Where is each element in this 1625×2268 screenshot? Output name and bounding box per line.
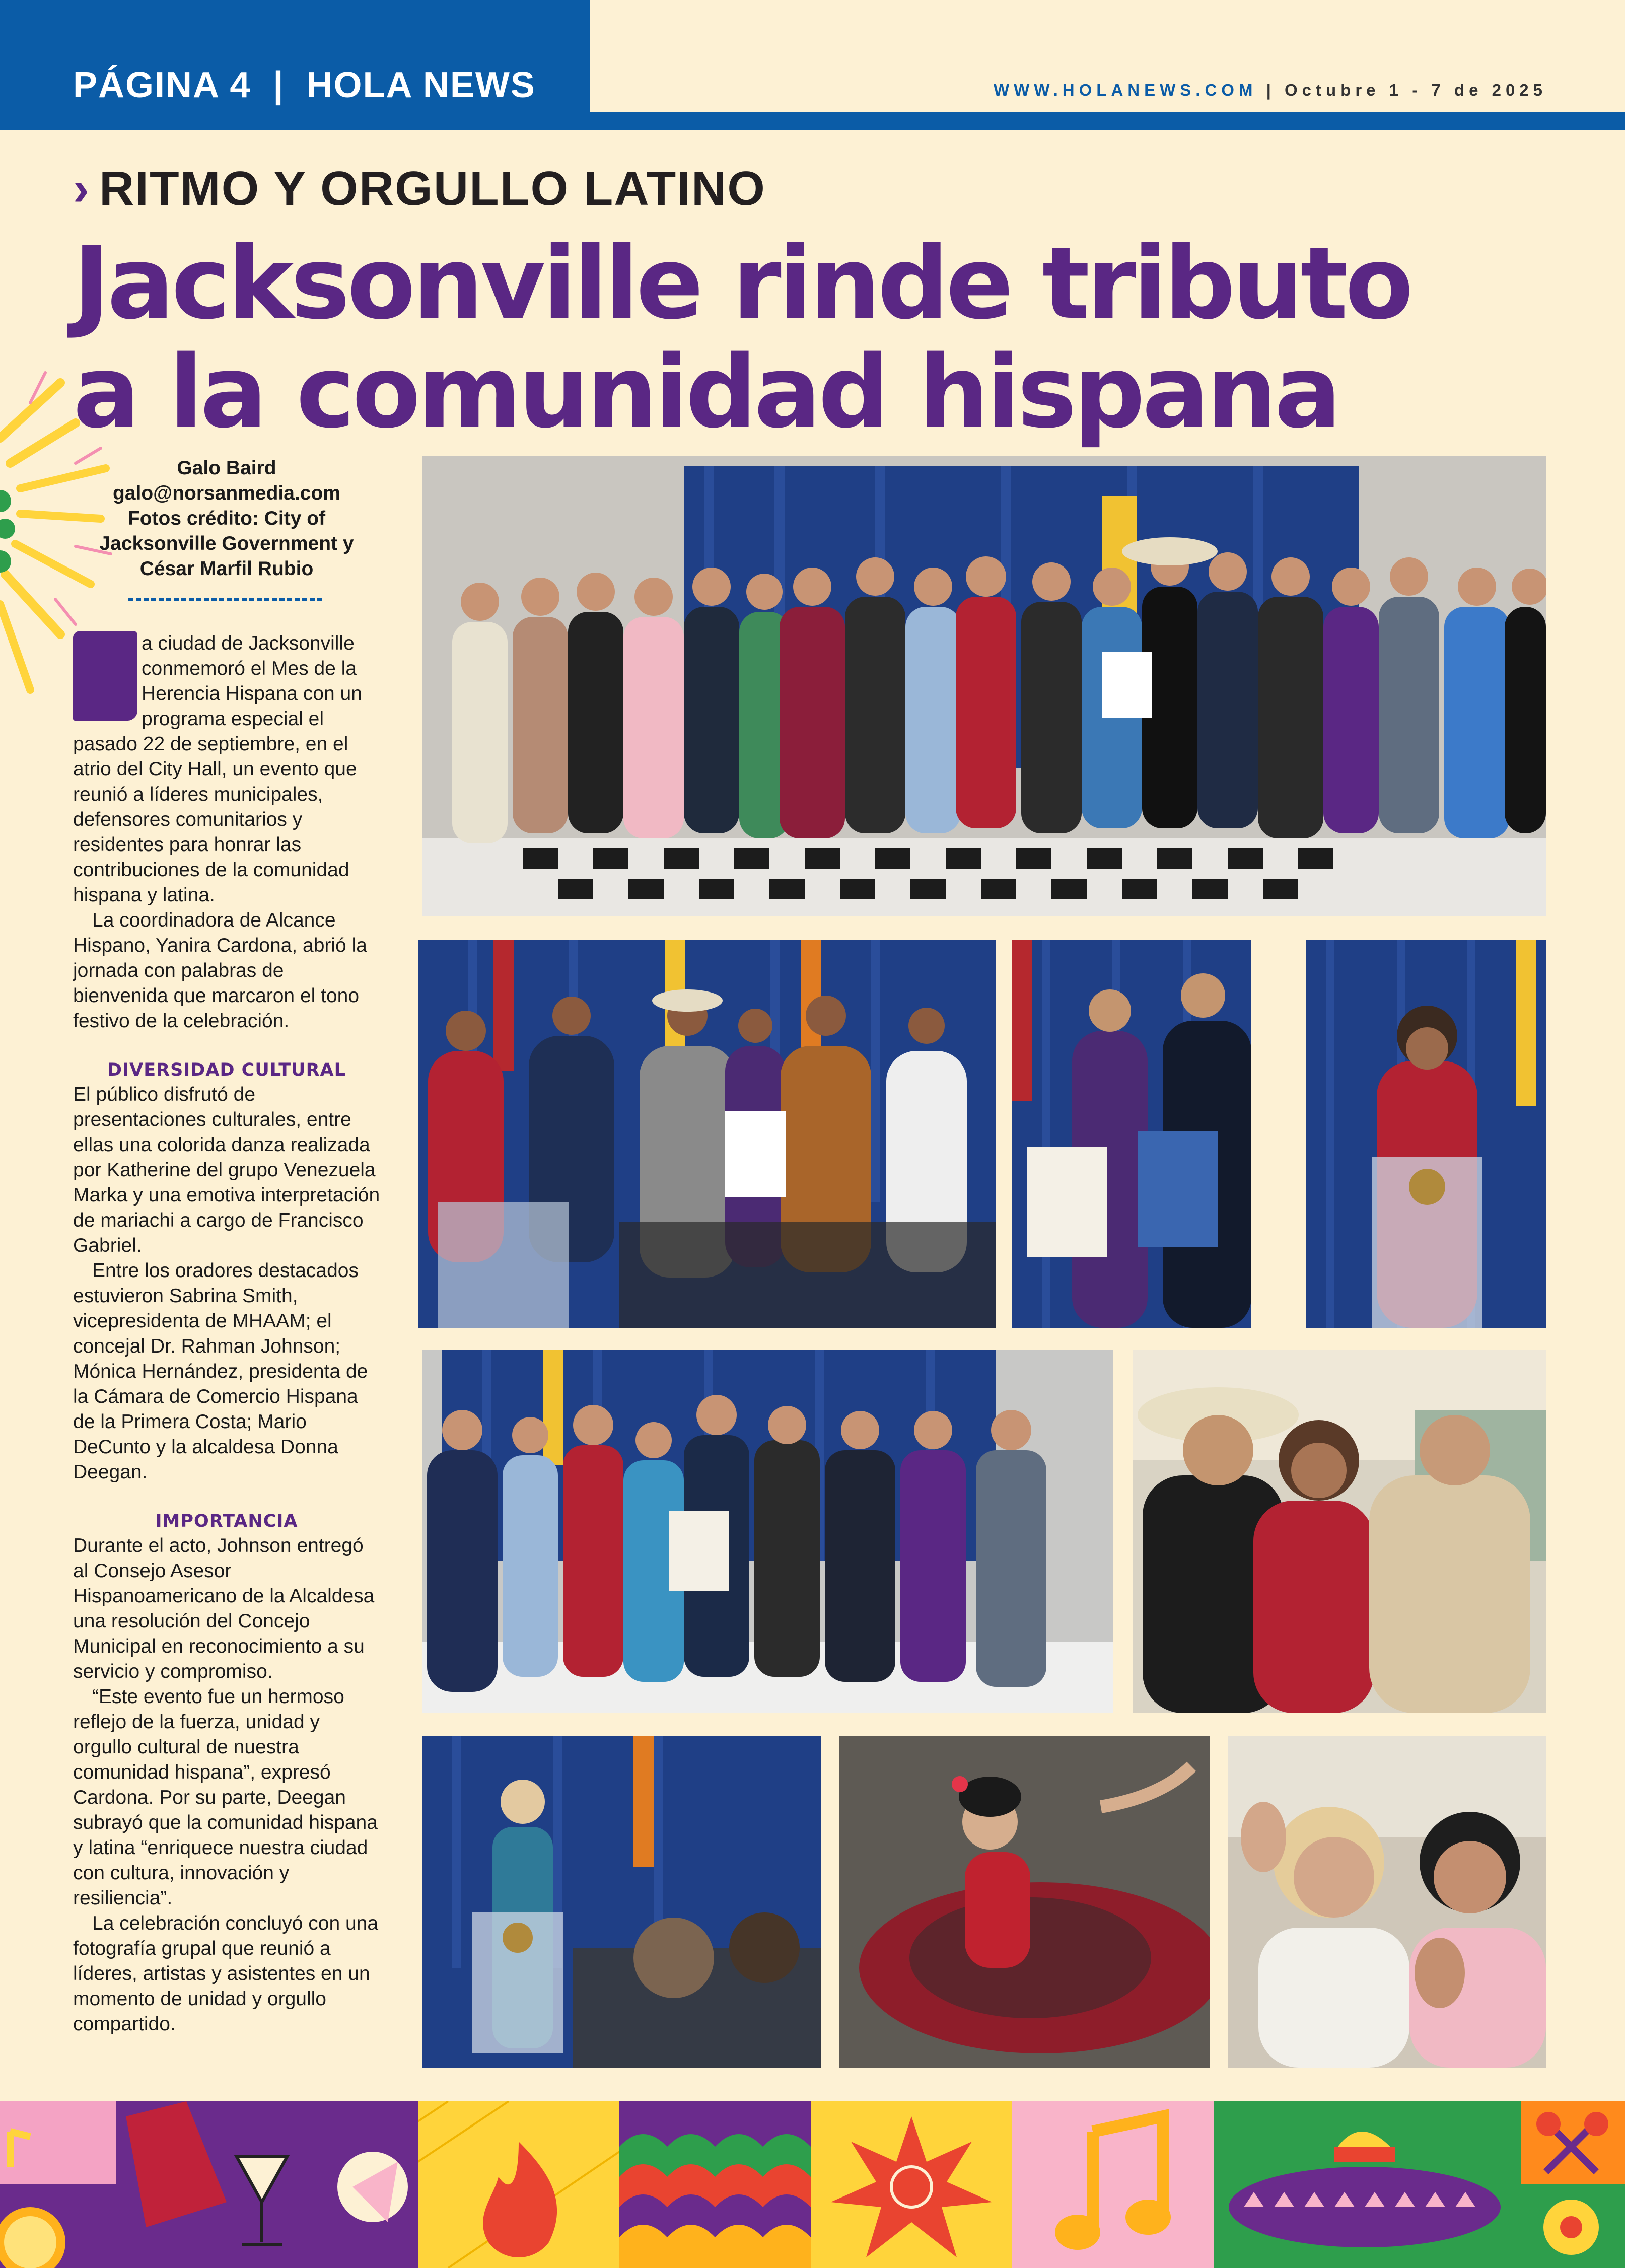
- photo-dancer: [839, 1736, 1210, 2068]
- maracas-icon: [1521, 2101, 1625, 2268]
- photo-audience: [1228, 1736, 1546, 2068]
- photo-credit-line-1: Fotos crédito: City of: [127, 508, 326, 529]
- paragraph-1: [73, 631, 380, 908]
- paragraph-7: La celebración concluyó con una fotografía grupal que reunió a líderes, artistas y asistentes en un momento de unidad y orgullo compartido.: [73, 1912, 379, 2035]
- page-label: PÁGINA 4 | HOLA NEWS: [73, 65, 536, 105]
- article-body: [73, 631, 380, 2037]
- starburst-icon: [811, 2101, 1012, 2268]
- cocktail-glass-icon: [116, 2101, 418, 2268]
- dropcap: [73, 631, 137, 721]
- headline-line-2: a la comunidad hispana: [73, 334, 1339, 450]
- author-email[interactable]: galo@norsanmedia.com: [113, 482, 340, 504]
- paragraph-6: “Este evento fue un hermoso reflejo de la fuerza, unidad y orgullo cultural de nuestra comunidad hispana”, expresó Cardona. Por su parte, Deegan subrayó que la comunidad hispana y latina “enriquece nuestra ciudad con cultura, innovación y resiliencia”.: [73, 1686, 378, 1909]
- photo-mayor-podium: [422, 1736, 821, 2068]
- paragraph-2: La coordinadora de Alcance Hispano, Yanira Cardona, abrió la jornada con palabras de bienvenida que marcaron el tono festivo de la celebración.: [73, 909, 367, 1032]
- header-rule: [590, 112, 1625, 130]
- photo-credit-line-2: Jacksonville Government y: [99, 533, 354, 554]
- paragraph-4: Entre los oradores destacados estuvieron Sabrina Smith, vicepresidenta de MHAAM; el concejal Dr. Rahman Johnson; Mónica Hernández, presidenta de la Cámara de Comercio Hispana de la Primera Costa; Mario DeCunto y la alcaldesa Donna Deegan.: [73, 1260, 368, 1483]
- subhead-diversidad: DIVERSIDAD CULTURAL: [107, 1060, 346, 1080]
- author-name: Galo Baird: [177, 457, 276, 479]
- photo-group-second: [422, 1350, 1113, 1713]
- photo-speaker-podium: [1306, 940, 1546, 1328]
- flame-icon: [418, 2101, 619, 2268]
- music-note-icon: [1012, 2101, 1214, 2268]
- headline: [73, 225, 1584, 450]
- byline: [86, 456, 368, 582]
- kicker: [73, 161, 766, 217]
- issue-date: Octubre 1 - 7 de 2025: [1285, 81, 1547, 99]
- header-meta: [994, 81, 1547, 100]
- kicker-text: RITMO Y ORGULLO LATINO: [99, 162, 766, 216]
- sombrero-icon: [1214, 2101, 1521, 2268]
- wave-pattern: [619, 2101, 811, 2268]
- byline-divider: [128, 598, 322, 601]
- decorative-strip: [0, 2101, 1625, 2268]
- photo-credit-line-3: César Marfil Rubio: [139, 558, 314, 580]
- paragraph-1-text: a ciudad de Jacksonville conmemoró el Mes de la Herencia Hispana con un programa especial el pasado 22 de septiembre, en el atrio del City Hall, un evento que reunió a líderes municipales, defensores comunitarios y residentes para honrar las contribuciones de la comunidad hispana y latina.: [73, 632, 362, 906]
- photo-resolution: [418, 940, 996, 1328]
- photo-group-main: [422, 456, 1546, 916]
- photo-proclamation: [1012, 940, 1251, 1328]
- subhead-importancia: IMPORTANCIA: [155, 1511, 298, 1531]
- headline-line-1: Jacksonville rinde tributo: [73, 225, 1411, 341]
- photo-mariachi-trio: [1133, 1350, 1546, 1713]
- header-separator: |: [1257, 81, 1285, 99]
- paragraph-3: El público disfrutó de presentaciones culturales, entre ellas una colorida danza realizada por Katherine del grupo Venezuela Marka y una emotiva interpretación de mariachi a cargo de Francisco Gabriel.: [73, 1084, 380, 1256]
- paragraph-5: Durante el acto, Johnson entregó al Consejo Asesor Hispanoamericano de la Alcaldesa una resolución del Concejo Municipal en reconocimiento a su servicio y compromiso.: [73, 1535, 375, 1682]
- lemon-icon: [0, 2101, 116, 2268]
- website-link[interactable]: WWW.HOLANEWS.COM: [994, 81, 1257, 99]
- chevron-right-icon: ›: [73, 162, 90, 216]
